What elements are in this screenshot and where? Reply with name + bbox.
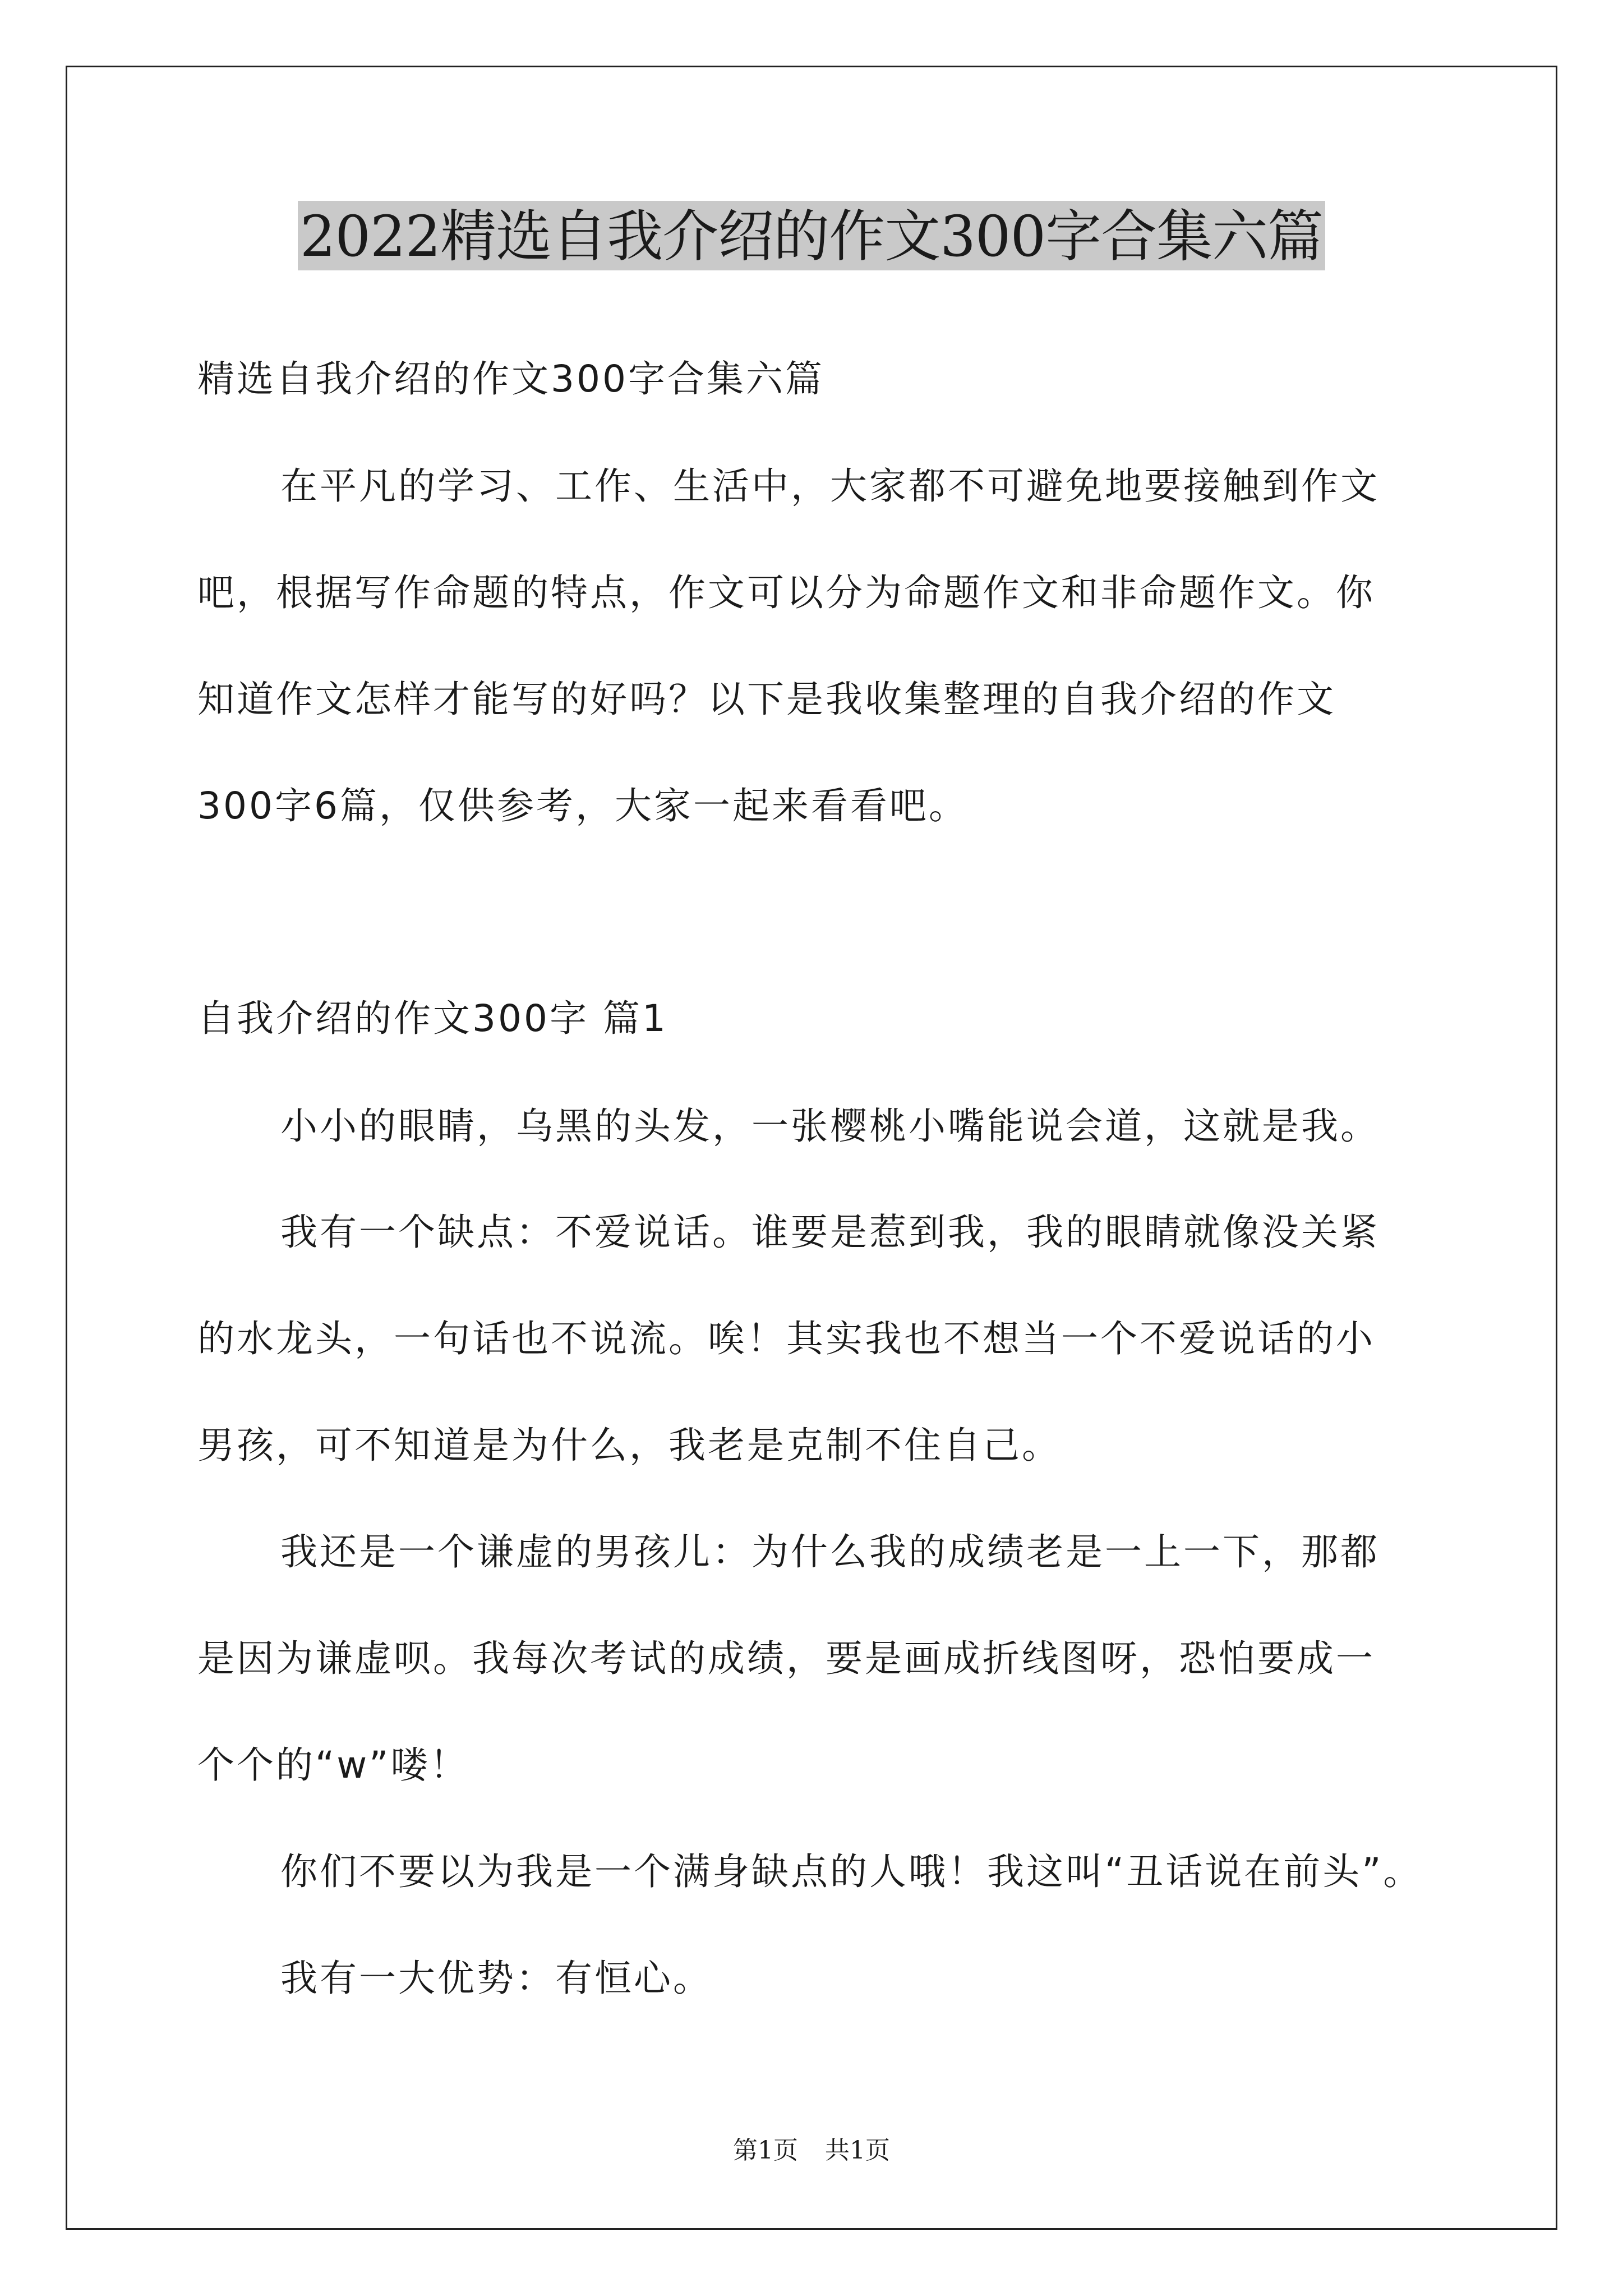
section-heading: 自我介绍的作文300字 篇1: [197, 997, 668, 1040]
intro-line-1: 在平凡的学习、工作、生活中，大家都不可避免地要接触到作文: [280, 464, 1380, 508]
body-line-5: 我还是一个谦虚的男孩儿：为什么我的成绩老是一上一下，那都: [280, 1530, 1380, 1573]
document-title-text: 2022精选自我介绍的作文300字合集六篇: [298, 201, 1325, 270]
page-footer: [0, 2138, 1623, 2163]
body-line-8: 你们不要以为我是一个满身缺点的人哦！我这叫“丑话说在前头”。: [280, 1850, 1423, 1893]
intro-line-2: 吧，根据写作命题的特点，作文可以分为命题作文和非命题作文。你: [197, 571, 1375, 614]
body-line-6: 是因为谦虚呗。我每次考试的成绩，要是画成折线图呀，恐怕要成一: [197, 1637, 1375, 1680]
document-subtitle: 精选自我介绍的作文300字合集六篇: [197, 357, 824, 401]
body-line-7: 个个的“w”喽！: [197, 1743, 469, 1787]
page-number-total: 共1页: [825, 2136, 890, 2165]
intro-line-4: 300字6篇，仅供参考，大家一起来看看吧。: [197, 784, 968, 827]
document-title: [0, 201, 1623, 270]
intro-line-3: 知道作文怎样才能写的好吗？以下是我收集整理的自我介绍的作文: [197, 678, 1336, 721]
page-number-current: 第1页: [733, 2136, 798, 2165]
body-line-3: 的水龙头，一句话也不说流。唉！其实我也不想当一个不爱说话的小: [197, 1317, 1375, 1360]
body-line-1: 小小的眼睛，乌黑的头发，一张樱桃小嘴能说会道，这就是我。: [280, 1105, 1380, 1148]
body-line-4: 男孩，可不知道是为什么，我老是克制不住自己。: [197, 1424, 1061, 1467]
body-line-9: 我有一大优势：有恒心。: [280, 1957, 712, 2000]
body-line-2: 我有一个缺点：不爱说话。谁要是惹到我，我的眼睛就像没关紧: [280, 1211, 1380, 1254]
